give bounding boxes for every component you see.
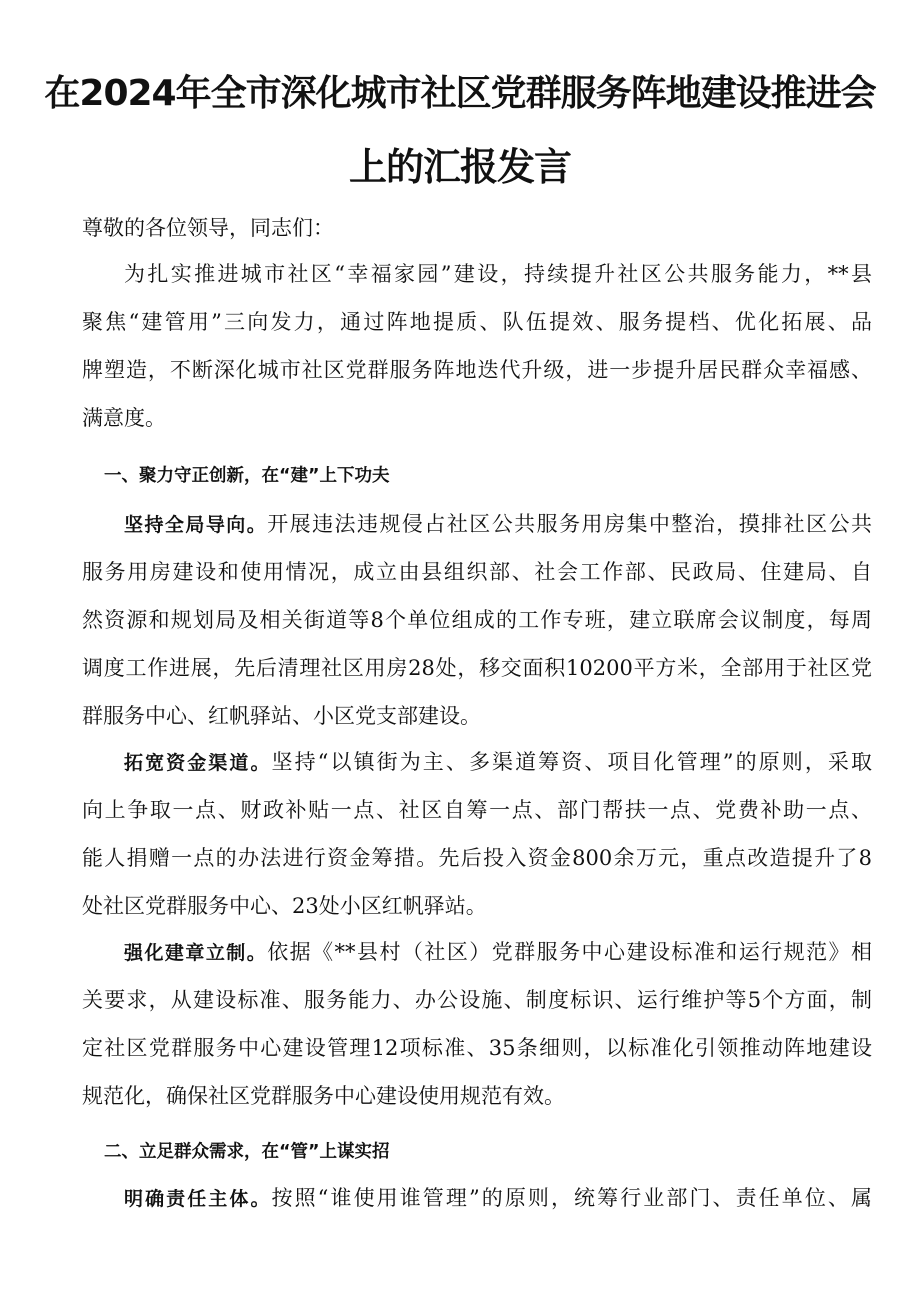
para-text: 按照“谁使用谁管理”的原则，统筹行业部门、责任单位、属 [271, 1186, 872, 1210]
para-text: 坚持“以镇街为主、多渠道筹资、项目化管理”的原则，采取 [271, 750, 872, 774]
salutation: 尊敬的各位领导，同志们： [82, 216, 334, 240]
section-2-para-1-line-1 [124, 1188, 872, 1209]
intro-line-4: 满意度。 [82, 406, 166, 430]
section-1-para-2-line-2: 向上争取一点、财政补贴一点、社区自筹一点、部门帮扶一点、党费补助一点、 [82, 798, 872, 822]
intro-line-1: 为扎实推进城市社区“幸福家园”建设，持续提升社区公共服务能力，**县 [124, 262, 872, 286]
document-title-line-1: 在2024年全市深化城市社区党群服务阵地建设推进会 [44, 73, 876, 114]
section-2-heading: 二、立足群众需求，在“管”上谋实招 [104, 1142, 390, 1162]
intro-line-3: 牌塑造，不断深化城市社区党群服务阵地迭代升级，进一步提升居民群众幸福感、 [82, 358, 872, 382]
para-lead: 拓宽资金渠道。 [124, 752, 272, 774]
document-title-line-2: 上的汇报发言 [348, 145, 571, 189]
section-1-para-3-line-2: 关要求，从建设标准、服务能力、办公设施、制度标识、运行维护等5个方面，制 [82, 988, 872, 1012]
section-1-para-1-line-1 [124, 514, 872, 535]
section-1-para-3-line-4: 规范化，确保社区党群服务中心建设使用规范有效。 [82, 1084, 565, 1108]
para-lead: 明确责任主体。 [124, 1188, 272, 1210]
section-1-para-1-line-3: 然资源和规划局及相关街道等8个单位组成的工作专班，建立联席会议制度，每周 [82, 608, 872, 632]
section-1-para-3-line-1 [124, 942, 872, 963]
para-lead: 坚持全局导向。 [124, 514, 268, 536]
section-1-para-2-line-4: 处社区党群服务中心、23处小区红帆驿站。 [82, 894, 487, 918]
section-1-para-1-line-5: 群服务中心、红帆驿站、小区党支部建设。 [82, 704, 481, 728]
section-1-para-1-line-4: 调度工作进展，先后清理社区用房28处，移交面积10200平方米，全部用于社区党 [82, 656, 872, 680]
para-text: 开展违法违规侵占社区公共服务用房集中整治，摸排社区公共 [267, 512, 872, 536]
section-1-para-2-line-3: 能人捐赠一点的办法进行资金筹措。先后投入资金800余万元，重点改造提升了8 [82, 846, 872, 870]
section-1-para-3-line-3: 定社区党群服务中心建设管理12项标准、35条细则，以标准化引领推动阵地建设 [82, 1036, 872, 1060]
intro-line-2: 聚焦“建管用”三向发力，通过阵地提质、队伍提效、服务提档、优化拓展、品 [82, 310, 872, 334]
para-lead: 强化建章立制。 [124, 942, 268, 964]
section-1-heading: 一、聚力守正创新，在“建”上下功夫 [104, 466, 390, 486]
section-1-para-2-line-1 [124, 752, 872, 773]
para-text: 依据《**县村（社区）党群服务中心建设标准和运行规范》相 [267, 940, 872, 964]
section-1-para-1-line-2: 服务用房建设和使用情况，成立由县组织部、社会工作部、民政局、住建局、自 [82, 560, 872, 584]
